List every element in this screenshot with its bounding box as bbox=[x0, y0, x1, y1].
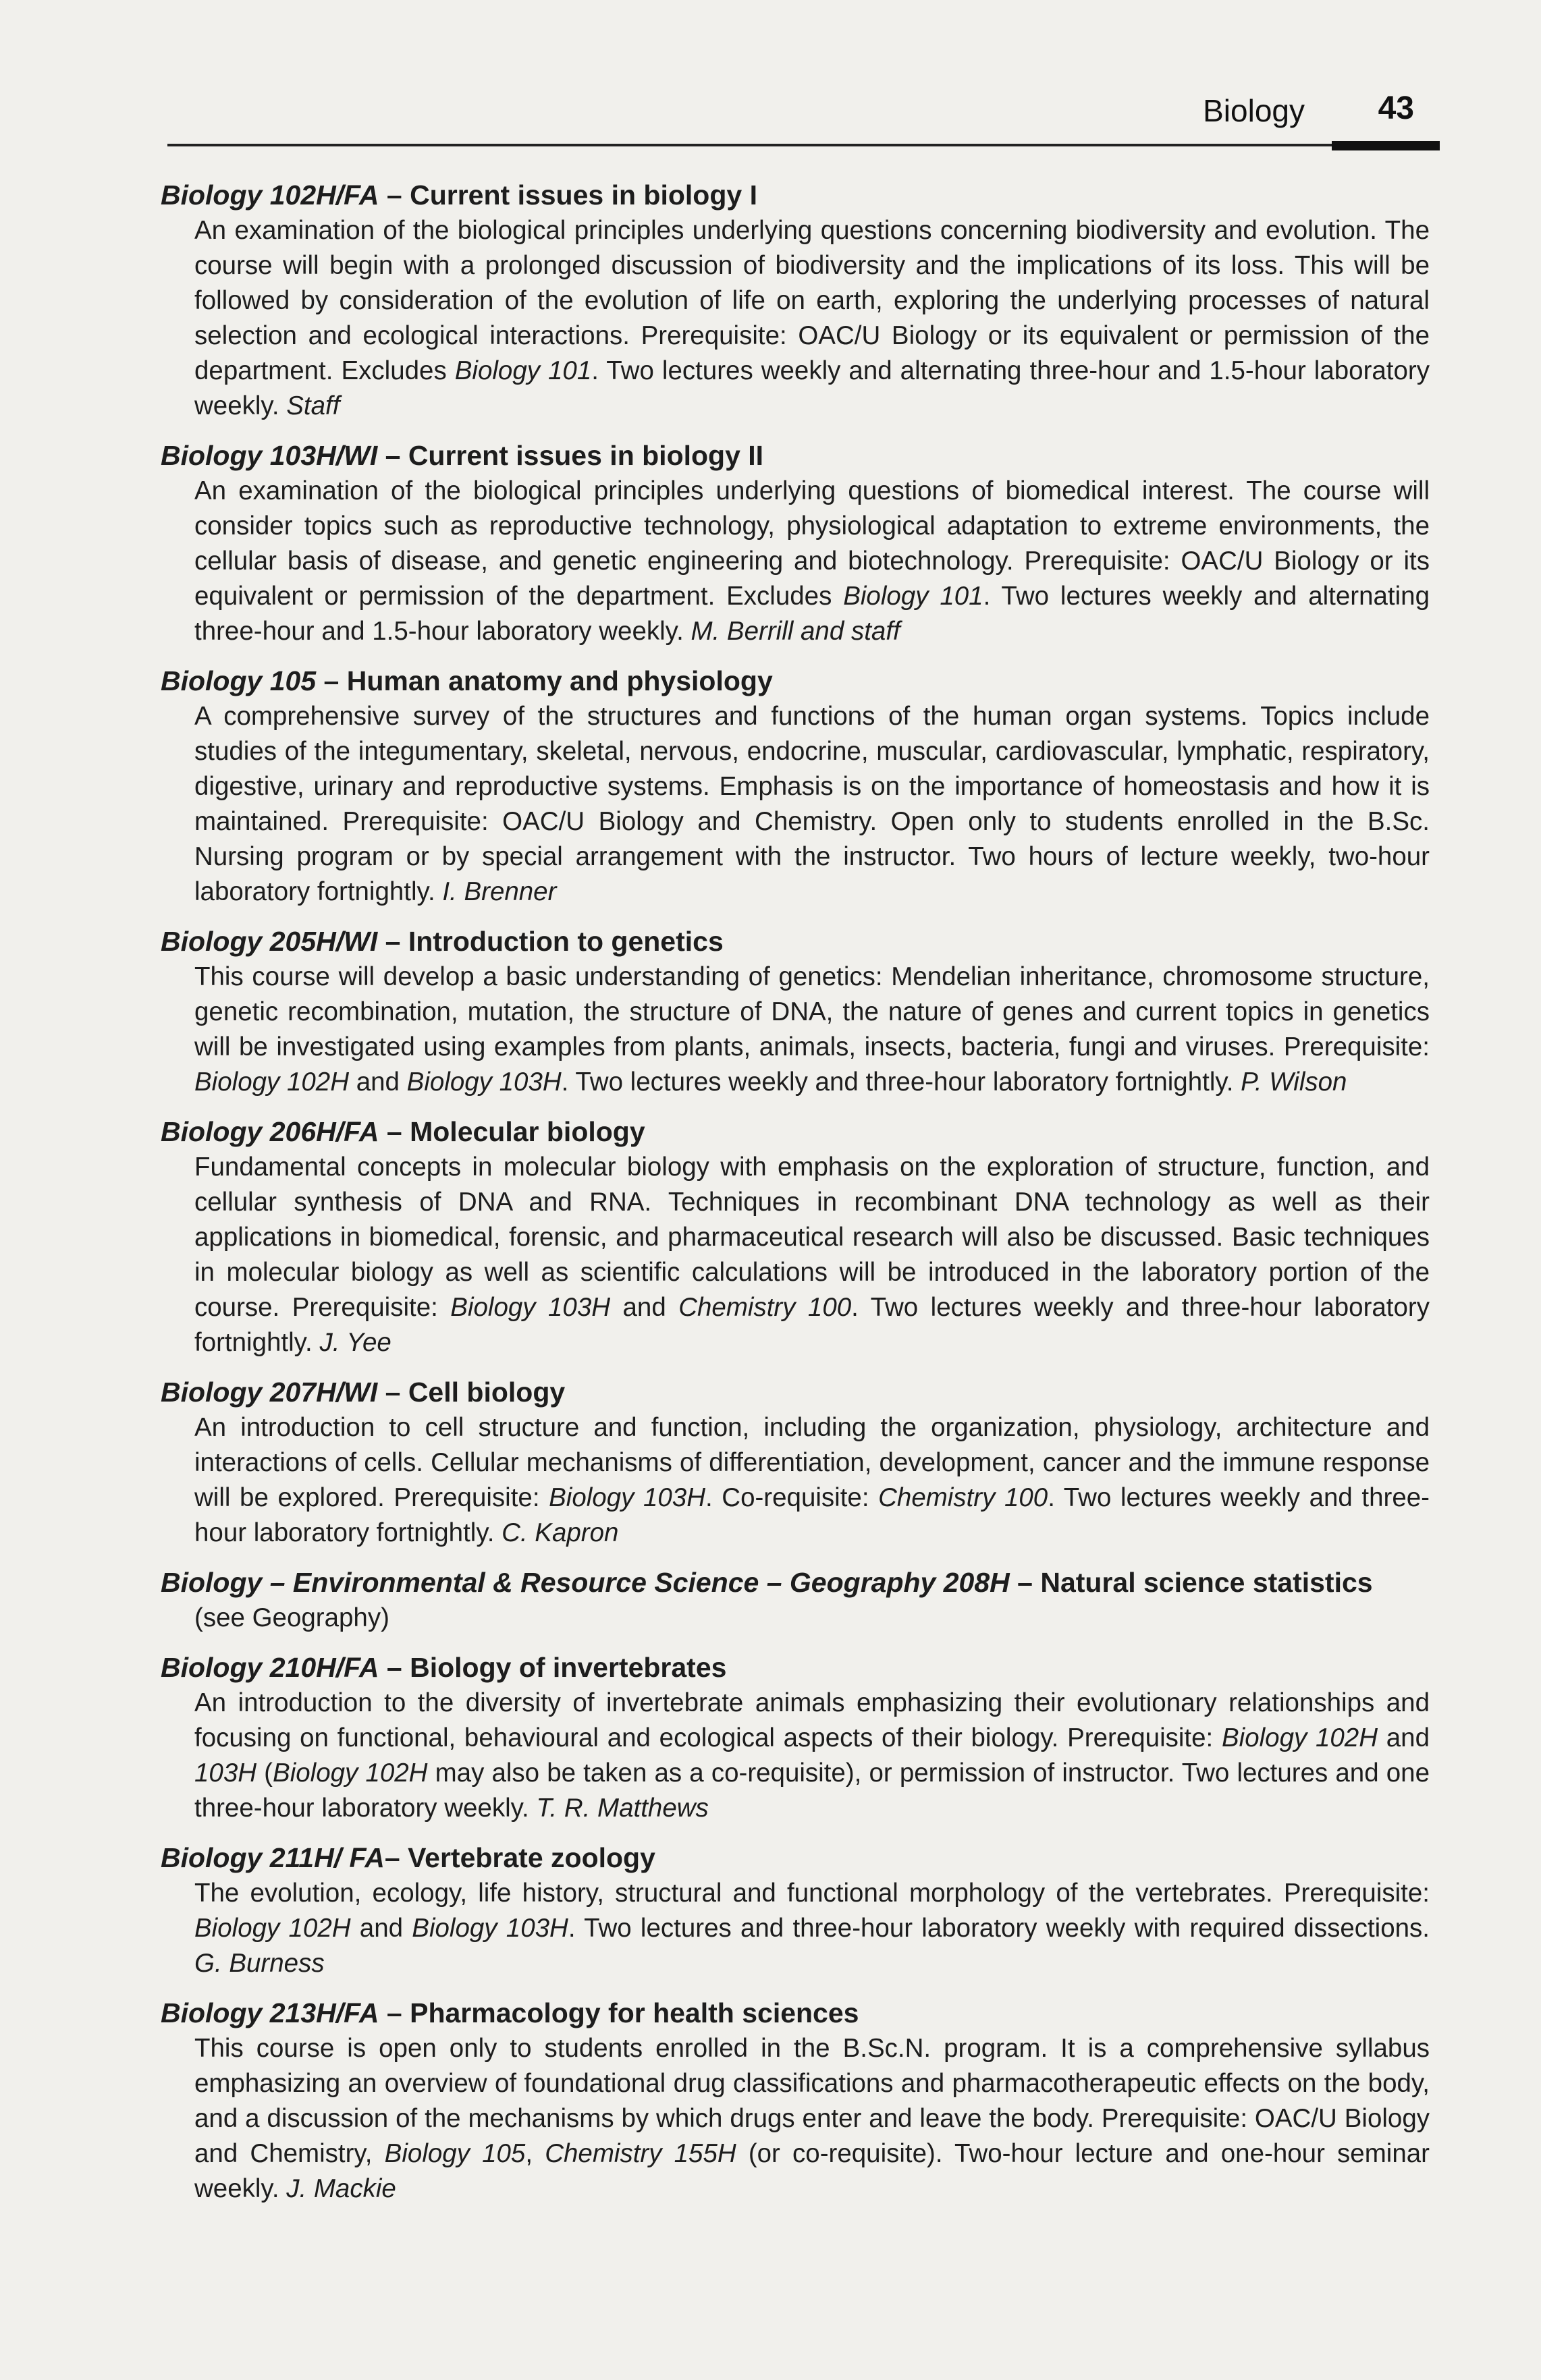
course-description bbox=[194, 1601, 1430, 1636]
course-code: Biology 105 bbox=[161, 665, 317, 696]
description-italic-text: Biology 105 bbox=[384, 2139, 526, 2168]
description-text: may also be taken as a co-requisite), or permission of instructor. Two lectures and one three-hour laboratory weekly. bbox=[194, 1759, 1430, 1823]
course-entry bbox=[161, 1649, 1430, 1826]
course-code: Biology 102H/FA bbox=[161, 179, 379, 211]
description-text: . Two lectures and three-hour laboratory weekly with required dissections. bbox=[568, 1914, 1430, 1943]
course-name: Current issues in biology I bbox=[410, 179, 757, 211]
course-title bbox=[161, 1649, 1430, 1686]
course-title-separator: – bbox=[377, 440, 408, 471]
description-text: Fundamental concepts in molecular biology with emphasis on the exploration of structure, function, and cellular synthesis of DNA and RNA. Techniques in recombinant DNA technology as well as their applications in biomedical, forensic, and pharmaceutical research will also be discussed. Basic techniques in molecular biology as well as scientific calculations will be introduced in the laboratory portion of the course. Prerequisite: bbox=[194, 1153, 1430, 1322]
description-text: (or co-requisite). Two-hour lecture and one-hour seminar weekly. bbox=[194, 2139, 1430, 2203]
course-name: Molecular biology bbox=[410, 1116, 645, 1147]
description-text: ( bbox=[256, 1759, 273, 1788]
page-number: 43 bbox=[1378, 90, 1414, 126]
course-title-separator: – bbox=[316, 665, 347, 696]
description-text: and bbox=[610, 1293, 679, 1322]
course-code: Biology 103H/WI bbox=[161, 440, 378, 471]
description-italic-text: Biology 102H bbox=[194, 1914, 351, 1943]
course-description bbox=[194, 1876, 1430, 1981]
course-description bbox=[194, 1410, 1430, 1551]
description-italic-text: I. Brenner bbox=[442, 877, 557, 906]
description-text: , bbox=[525, 2139, 545, 2168]
section-name: Biology bbox=[1203, 93, 1305, 128]
description-italic-text: Biology 101 bbox=[454, 356, 592, 385]
course-name: Natural science statistics bbox=[1040, 1567, 1373, 1598]
course-description bbox=[194, 960, 1430, 1100]
course-entry bbox=[161, 1374, 1430, 1551]
description-text: The evolution, ecology, life history, structural and functional morphology of the vertebrates. Prerequisite: bbox=[194, 1879, 1430, 1908]
description-italic-text: Chemistry 155H bbox=[545, 2139, 736, 2168]
course-entry bbox=[161, 1113, 1430, 1360]
course-title bbox=[161, 923, 1430, 960]
description-italic-text: Biology 103H bbox=[549, 1483, 705, 1512]
course-list bbox=[161, 177, 1430, 2220]
description-text: . Two lectures weekly and three-hour laboratory fortnightly. bbox=[194, 1293, 1430, 1357]
description-italic-text: Biology 103H bbox=[406, 1068, 562, 1097]
description-text: An introduction to cell structure and function, including the organization, physiology, architecture and interactions of cells. Cellular mechanisms of differentiation, development, cancer and the immune response will be explored. Prerequisite: bbox=[194, 1413, 1430, 1512]
description-italic-text: M. Berrill and staff bbox=[691, 617, 900, 646]
course-name: Human anatomy and physiology bbox=[346, 665, 773, 696]
description-text: and bbox=[1378, 1723, 1430, 1752]
course-name: Biology of invertebrates bbox=[410, 1652, 727, 1683]
description-italic-text: 103H bbox=[194, 1759, 257, 1788]
course-description bbox=[194, 699, 1430, 910]
description-text: An examination of the biological principles underlying questions of biomedical interest. The course will consider topics such as reproductive technology, physiological adaptation to extreme environments, the cellular basis of disease, and genetic engineering and biotechnology. Prerequisite: OAC/U Biology or its equivalent or permission of the department. Excludes bbox=[194, 476, 1430, 611]
course-code: Biology 211H/ FA bbox=[161, 1842, 385, 1873]
course-title bbox=[161, 1839, 1430, 1876]
description-italic-text: G. Burness bbox=[194, 1949, 325, 1978]
course-title-separator: – bbox=[379, 1116, 410, 1147]
description-italic-text: C. Kapron bbox=[502, 1518, 619, 1547]
course-entry bbox=[161, 1995, 1430, 2207]
description-text: . Two lectures weekly and three-hour laboratory fortnightly. bbox=[561, 1068, 1241, 1097]
course-entry bbox=[161, 1839, 1430, 1981]
description-italic-text: J. Mackie bbox=[286, 2174, 396, 2203]
description-italic-text: P. Wilson bbox=[1241, 1068, 1347, 1097]
description-text: . Two lectures weekly and alternating three-hour and 1.5-hour laboratory weekly. bbox=[194, 356, 1430, 420]
description-text: This course is open only to students enrolled in the B.Sc.N. program. It is a comprehensive syllabus emphasizing an overview of foundational drug classifications and pharmacotherapeutic effects on the body, and a discussion of the mechanisms by which drugs enter and leave the body. Prerequisite: OAC/U Biology and Chemistry, bbox=[194, 2034, 1430, 2168]
course-title-separator: – bbox=[384, 1842, 408, 1873]
description-text: . Two lectures weekly and three-hour laboratory fortnightly. bbox=[194, 1483, 1430, 1547]
course-description bbox=[194, 2031, 1430, 2207]
course-code: Biology 210H/FA bbox=[161, 1652, 379, 1683]
description-text: . Two lectures weekly and alternating three-hour and 1.5-hour laboratory weekly. bbox=[194, 582, 1430, 646]
description-italic-text: Biology 103H bbox=[412, 1914, 568, 1943]
course-title-separator: – bbox=[379, 1997, 410, 2028]
course-description bbox=[194, 474, 1430, 649]
header-rule-tab bbox=[1332, 141, 1440, 150]
course-description bbox=[194, 1150, 1430, 1360]
description-italic-text: Chemistry 100 bbox=[878, 1483, 1048, 1512]
course-name: Current issues in biology II bbox=[408, 440, 764, 471]
course-title bbox=[161, 1374, 1430, 1410]
description-italic-text: Biology 102H bbox=[273, 1759, 428, 1788]
course-title bbox=[161, 1564, 1430, 1601]
course-code: Biology – Environmental & Resource Science – Geography 208H bbox=[161, 1567, 1010, 1598]
description-text: An introduction to the diversity of invertebrate animals emphasizing their evolutionary relationships and focusing on functional, behavioural and ecological aspects of their biology. Prerequisite: bbox=[194, 1688, 1430, 1752]
course-title bbox=[161, 1113, 1430, 1150]
description-text: and bbox=[350, 1914, 412, 1943]
description-text: A comprehensive survey of the structures and functions of the human organ systems. Topics include studies of the integumentary, skeletal, nervous, endocrine, muscular, cardiovascular, lymphatic, respiratory, digestive, urinary and reproductive systems. Emphasis is on the importance of homeostasis and how it is maintained. Prerequisite: OAC/U Biology and Chemistry. Open only to students enrolled in the B.Sc. Nursing program or by special arrangement with the instructor. Two hours of lecture weekly, two-hour laboratory fortnightly. bbox=[194, 702, 1430, 906]
description-italic-text: Chemistry 100 bbox=[678, 1293, 852, 1322]
course-code: Biology 206H/FA bbox=[161, 1116, 379, 1147]
description-italic-text: T. R. Matthews bbox=[536, 1794, 709, 1823]
course-code: Biology 205H/WI bbox=[161, 926, 378, 957]
course-title-separator: – bbox=[379, 1652, 410, 1683]
course-title-separator: – bbox=[377, 1377, 408, 1408]
course-code: Biology 207H/WI bbox=[161, 1377, 378, 1408]
description-text: and bbox=[349, 1068, 407, 1097]
course-description bbox=[194, 1686, 1430, 1826]
description-italic-text: Staff bbox=[286, 391, 340, 420]
course-title-separator: – bbox=[1009, 1567, 1041, 1598]
course-title bbox=[161, 437, 1430, 474]
description-italic-text: J. Yee bbox=[319, 1328, 391, 1357]
course-title bbox=[161, 1995, 1430, 2031]
course-title-separator: – bbox=[377, 926, 408, 957]
course-entry bbox=[161, 1564, 1430, 1636]
course-entry bbox=[161, 923, 1430, 1100]
course-title bbox=[161, 177, 1430, 213]
course-name: Vertebrate zoology bbox=[408, 1842, 655, 1873]
description-text: . Co-requisite: bbox=[705, 1483, 879, 1512]
course-title bbox=[161, 663, 1430, 699]
description-italic-text: Biology 101 bbox=[843, 582, 983, 611]
course-name: Cell biology bbox=[408, 1377, 566, 1408]
course-entry bbox=[161, 663, 1430, 910]
description-text: This course will develop a basic understanding of genetics: Mendelian inheritance, chromosome structure, genetic recombination, mutation, the structure of DNA, the nature of genes and current topics in genetics will be investigated using examples from plants, animals, insects, bacteria, fungi and viruses. Prerequisite: bbox=[194, 962, 1430, 1061]
description-text: (see Geography) bbox=[194, 1603, 389, 1632]
description-text: An examination of the biological principles underlying questions concerning biodiversity and evolution. The course will begin with a prolonged discussion of biodiversity and the implications of its loss. This will be followed by consideration of the evolution of life on earth, exploring the underlying processes of natural selection and ecological interactions. Prerequisite: OAC/U Biology or its equivalent or permission of the department. Excludes bbox=[194, 216, 1430, 385]
page-header bbox=[167, 84, 1440, 148]
course-code: Biology 213H/FA bbox=[161, 1997, 379, 2028]
course-name: Introduction to genetics bbox=[408, 926, 724, 957]
course-description bbox=[194, 213, 1430, 424]
course-title-separator: – bbox=[379, 179, 410, 211]
header-rule bbox=[167, 144, 1440, 146]
description-italic-text: Biology 102H bbox=[194, 1068, 350, 1097]
course-entry bbox=[161, 437, 1430, 649]
course-entry bbox=[161, 177, 1430, 424]
description-italic-text: Biology 103H bbox=[450, 1293, 611, 1322]
description-italic-text: Biology 102H bbox=[1221, 1723, 1378, 1752]
course-name: Pharmacology for health sciences bbox=[410, 1997, 859, 2028]
